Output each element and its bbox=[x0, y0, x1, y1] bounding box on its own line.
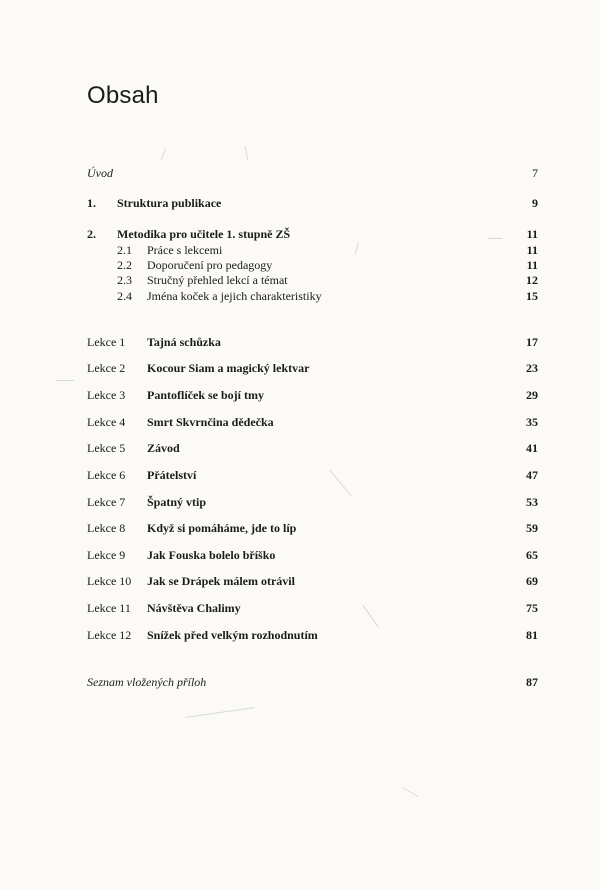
subsection-number: 2.3 bbox=[117, 273, 132, 287]
lesson-title: Kocour Siam a magický lektvar bbox=[147, 361, 310, 375]
lesson-page: 17 bbox=[526, 335, 538, 349]
scan-mark bbox=[185, 707, 254, 718]
scan-mark bbox=[403, 788, 419, 798]
toc-lesson[interactable] bbox=[0, 521, 600, 537]
toc-subsection[interactable] bbox=[0, 289, 600, 305]
lesson-page: 81 bbox=[526, 628, 538, 642]
subsection-page: 11 bbox=[526, 258, 538, 272]
toc-chapter[interactable] bbox=[0, 227, 600, 243]
lesson-number: Lekce 10 bbox=[87, 574, 132, 588]
toc-lesson[interactable] bbox=[0, 601, 600, 617]
toc-subsection[interactable] bbox=[0, 258, 600, 274]
toc-lesson[interactable] bbox=[0, 441, 600, 457]
intro-label: Úvod bbox=[87, 166, 113, 180]
lesson-title: Když si pomáháme, jde to líp bbox=[147, 521, 297, 535]
lesson-page: 65 bbox=[526, 548, 538, 562]
chapter-page: 9 bbox=[532, 196, 538, 210]
lesson-page: 29 bbox=[526, 388, 538, 402]
lesson-number: Lekce 9 bbox=[87, 548, 126, 562]
toc-lesson[interactable] bbox=[0, 388, 600, 404]
subsection-page: 15 bbox=[526, 289, 538, 303]
lesson-title: Jak Fouska bolelo bříško bbox=[147, 548, 276, 562]
lesson-number: Lekce 4 bbox=[87, 415, 126, 429]
lesson-title: Jak se Drápek málem otrávil bbox=[147, 574, 295, 588]
subsection-number: 2.2 bbox=[117, 258, 132, 272]
toc-entry-appendix[interactable] bbox=[0, 675, 600, 691]
toc-lesson[interactable] bbox=[0, 361, 600, 377]
lesson-title: Přátelství bbox=[147, 468, 197, 482]
lesson-page: 35 bbox=[526, 415, 538, 429]
subsection-title: Doporučení pro pedagogy bbox=[147, 258, 273, 272]
lesson-page: 59 bbox=[526, 521, 538, 535]
appendix-label: Seznam vložených příloh bbox=[87, 675, 207, 689]
scan-mark bbox=[56, 380, 74, 381]
chapter-page: 11 bbox=[526, 227, 538, 241]
subsection-title: Stručný přehled lekcí a témat bbox=[147, 273, 288, 287]
lesson-number: Lekce 7 bbox=[87, 495, 126, 509]
lesson-number: Lekce 8 bbox=[87, 521, 126, 535]
subsection-number: 2.1 bbox=[117, 243, 132, 257]
chapter-number: 1. bbox=[87, 196, 96, 210]
lesson-page: 69 bbox=[526, 574, 538, 588]
subsection-number: 2.4 bbox=[117, 289, 132, 303]
subsection-page: 11 bbox=[526, 243, 538, 257]
scan-mark bbox=[161, 148, 166, 160]
toc-lesson[interactable] bbox=[0, 468, 600, 484]
appendix-page: 87 bbox=[526, 675, 538, 689]
toc-lesson[interactable] bbox=[0, 415, 600, 431]
lesson-page: 75 bbox=[526, 601, 538, 615]
lesson-number: Lekce 12 bbox=[87, 628, 132, 642]
lesson-title: Smrt Skvrnčina dědečka bbox=[147, 415, 274, 429]
lesson-number: Lekce 5 bbox=[87, 441, 126, 455]
lesson-title: Pantoflíček se bojí tmy bbox=[147, 388, 264, 402]
chapter-title: Metodika pro učitele 1. stupně ZŠ bbox=[117, 227, 291, 241]
intro-page: 7 bbox=[532, 166, 538, 180]
lesson-title: Snížek před velkým rozhodnutím bbox=[147, 628, 318, 642]
lesson-page: 53 bbox=[526, 495, 538, 509]
toc-lesson[interactable] bbox=[0, 548, 600, 564]
subsection-title: Práce s lekcemi bbox=[147, 243, 223, 257]
toc-entry-intro[interactable] bbox=[0, 166, 600, 182]
lesson-title: Závod bbox=[147, 441, 180, 455]
toc-subsection[interactable] bbox=[0, 273, 600, 289]
chapter-number: 2. bbox=[87, 227, 96, 241]
toc-subsection[interactable] bbox=[0, 243, 600, 259]
lesson-title: Návštěva Chalimy bbox=[147, 601, 241, 615]
chapter-title: Struktura publikace bbox=[117, 196, 222, 210]
subsection-page: 12 bbox=[526, 273, 538, 287]
lesson-page: 41 bbox=[526, 441, 538, 455]
toc-lesson[interactable] bbox=[0, 574, 600, 590]
lesson-number: Lekce 6 bbox=[87, 468, 126, 482]
lesson-title: Špatný vtip bbox=[147, 495, 207, 509]
toc-chapter[interactable] bbox=[0, 196, 600, 212]
toc-lesson[interactable] bbox=[0, 495, 600, 511]
lesson-number: Lekce 11 bbox=[87, 601, 131, 615]
toc-lesson[interactable] bbox=[0, 628, 600, 644]
subsection-title: Jména koček a jejich charakteristiky bbox=[147, 289, 322, 303]
scan-mark bbox=[245, 146, 248, 160]
lesson-page: 23 bbox=[526, 361, 538, 375]
lesson-title: Tajná schůzka bbox=[147, 335, 221, 349]
page-title: Obsah bbox=[87, 82, 159, 109]
lesson-page: 47 bbox=[526, 468, 538, 482]
toc-lesson[interactable] bbox=[0, 335, 600, 351]
lesson-number: Lekce 3 bbox=[87, 388, 126, 402]
lesson-number: Lekce 1 bbox=[87, 335, 126, 349]
lesson-number: Lekce 2 bbox=[87, 361, 126, 375]
